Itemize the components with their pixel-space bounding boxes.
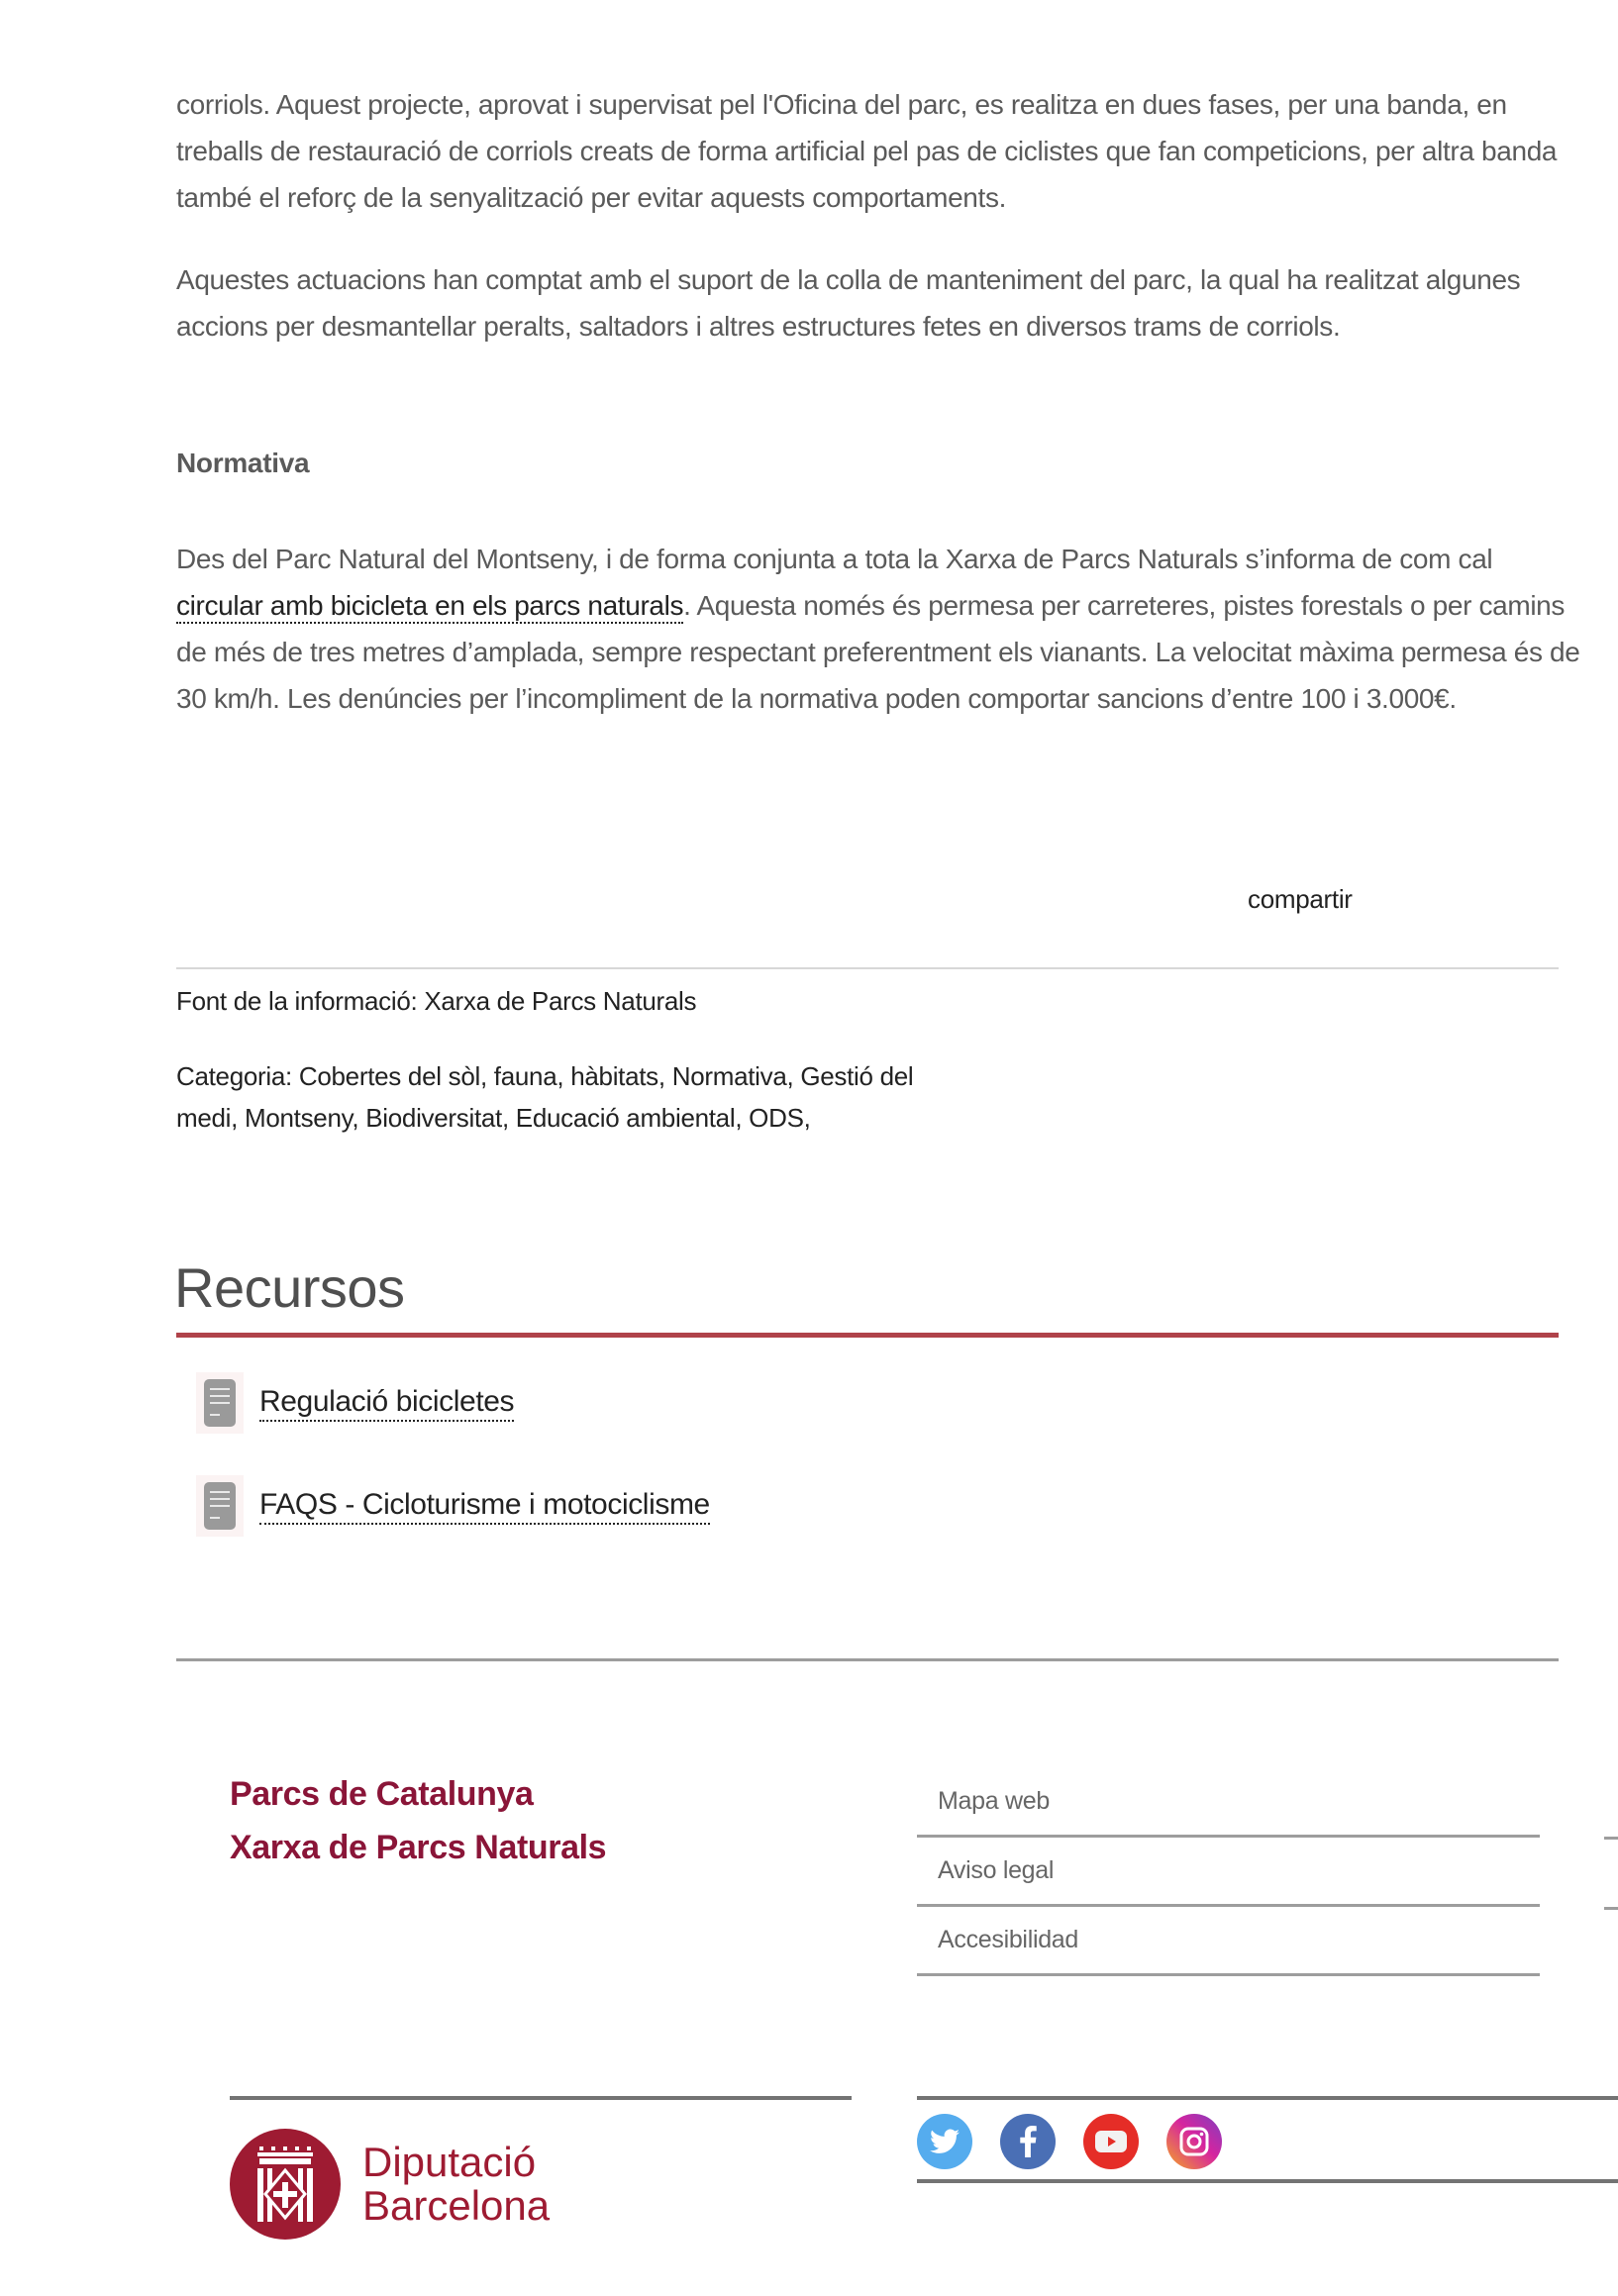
document-icon — [196, 1372, 244, 1434]
divider — [1604, 1837, 1618, 1840]
divider — [230, 2096, 852, 2100]
divider — [176, 967, 1559, 969]
footer-link-accesibilidad[interactable]: Accesibilidad — [938, 1926, 1079, 1953]
footer-divider — [176, 1658, 1559, 1661]
resource-item[interactable] — [196, 1474, 710, 1538]
normativa-text-after: . Aquesta només és permesa per carreteres, pistes forestals o per camins de més de tres metres d’amplada, sempre respectant preferentment els vianants. La velocitat màxima permesa és de 30 km/h. Les denúncies per l’incompliment de la normativa poden comportar sancions d’entre 100 i 3.000€. — [176, 590, 1580, 714]
cycling-rules-link[interactable]: circular amb bicicleta en els parcs naturals — [176, 590, 683, 624]
social-links — [917, 2114, 1222, 2169]
instagram-icon[interactable] — [1166, 2114, 1222, 2169]
article-paragraph-2: Aquestes actuacions han comptat amb el suport de la colla de manteniment del parc, la qual ha realitzat algunes accions per desmantellar peralts, saltadors i altres estructures fetes en diversos trams de corriols. — [176, 264, 1521, 342]
document-icon — [196, 1475, 244, 1537]
share-button[interactable]: compartir — [1248, 884, 1353, 914]
footer-link-row — [917, 1838, 1540, 1907]
resource-item[interactable] — [196, 1371, 514, 1435]
logo-line-2: Barcelona — [362, 2182, 551, 2229]
brand-xarxa-parcs[interactable]: Xarxa de Parcs Naturals — [230, 1829, 607, 1866]
footer-link-row — [917, 1768, 1540, 1838]
resources-title: Recursos — [174, 1256, 405, 1319]
resources-rule — [176, 1333, 1559, 1338]
resource-link-faqs[interactable]: FAQS - Cicloturisme i motociclisme — [259, 1487, 710, 1525]
divider — [917, 2179, 1618, 2183]
normativa-heading: Normativa — [176, 448, 310, 478]
normativa-paragraph — [176, 536, 1582, 722]
logo-line-1: Diputació — [362, 2139, 537, 2185]
divider — [917, 2096, 1618, 2100]
coat-of-arms-icon — [230, 2129, 341, 2240]
resource-link-regulacio[interactable]: Regulació bicicletes — [259, 1384, 514, 1422]
twitter-icon[interactable] — [917, 2114, 972, 2169]
facebook-icon[interactable] — [1000, 2114, 1056, 2169]
source-info: Font de la informació: Xarxa de Parcs Naturals — [176, 986, 697, 1016]
logo-wordmark — [362, 2141, 550, 2228]
brand-parcs-catalunya[interactable]: Parcs de Catalunya — [230, 1775, 534, 1813]
normativa-text-before: Des del Parc Natural del Montseny, i de forma conjunta a tota la Xarxa de Parcs Naturals s’informa de com cal — [176, 544, 1493, 574]
diputacio-barcelona-logo[interactable] — [230, 2129, 550, 2240]
footer-links — [917, 1768, 1540, 1976]
footer-link-row — [917, 1907, 1540, 1976]
article-paragraph-1: corriols. Aquest projecte, aprovat i supervisat pel l'Oficina del parc, es realitza en dues fases, per una banda, en treballs de restauració de corriols creats de forma artificial pel pas de ciclistes que fan competicions, per altra banda també el reforç de la senyalització per evitar aquests comportaments. — [176, 89, 1558, 213]
footer-link-mapa-web[interactable]: Mapa web — [938, 1787, 1050, 1815]
footer-link-aviso-legal[interactable]: Aviso legal — [938, 1856, 1055, 1884]
divider — [1604, 1907, 1618, 1910]
category-list: Categoria: Cobertes del sòl, fauna, hàbitats, Normativa, Gestió del medi, Montseny, Biodiversitat, Educació ambiental, ODS, — [176, 1061, 914, 1133]
youtube-icon[interactable] — [1083, 2114, 1139, 2169]
